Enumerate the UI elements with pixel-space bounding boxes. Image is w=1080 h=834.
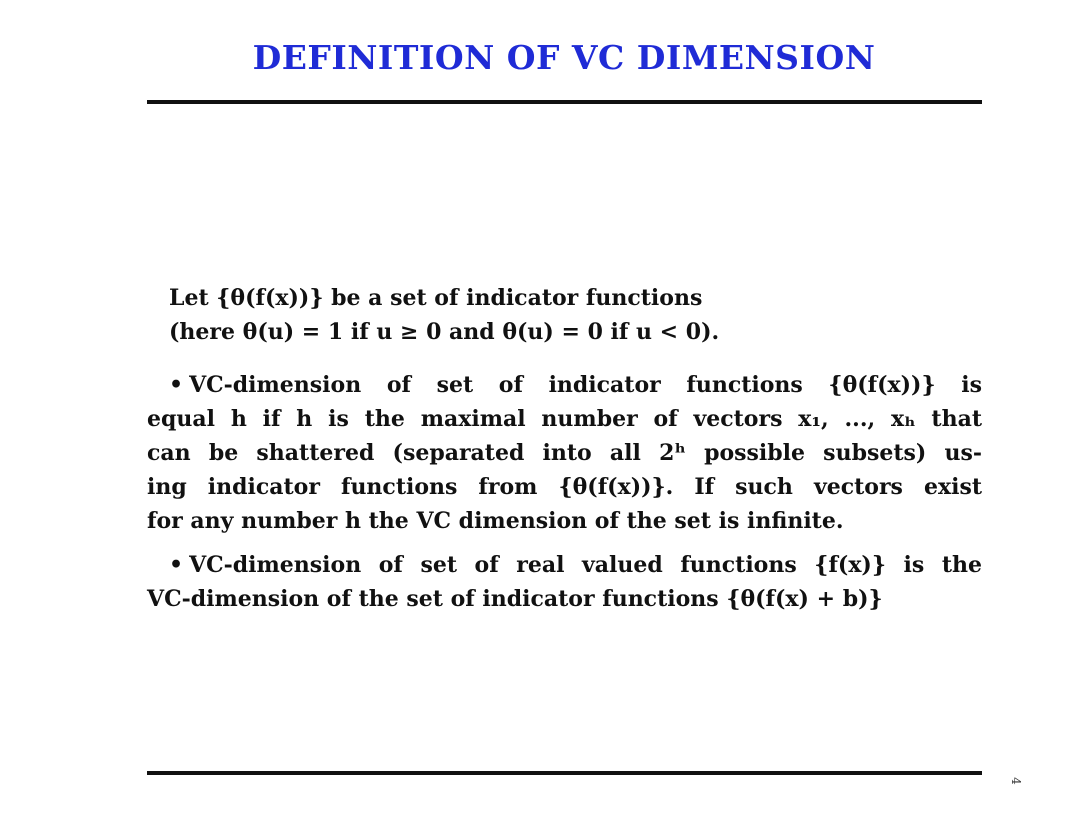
- bullet-marker: •: [169, 552, 184, 578]
- bullet-1-line-1: [147, 368, 982, 402]
- bottom-rule: [147, 771, 982, 775]
- bullet-vc-real-valued: [147, 548, 982, 616]
- bullet-1-line-4: ing indicator functions from {θ(f(x))}. If such vectors exist: [147, 474, 982, 500]
- bullet-2-line-1-text: VC-dimension of set of real valued functions {f(x)} is the: [189, 552, 982, 578]
- bullet-2-line-1: [147, 548, 982, 582]
- intro-text: [147, 281, 1004, 349]
- bullet-2-line-2: VC-dimension of the set of indicator functions {θ(f(x) + b)}: [147, 586, 883, 612]
- page-number: 4: [1008, 777, 1023, 785]
- bullet-1-line-3: can be shattered (separated into all 2ʰ possible subsets) us-: [147, 440, 982, 466]
- bullet-1-line-2: equal h if h is the maximal number of vectors x₁, ..., xₕ that: [147, 406, 982, 432]
- intro-line-2: (here θ(u) = 1 if u ≥ 0 and θ(u) = 0 if u < 0).: [169, 319, 720, 345]
- slide-title: DEFINITION OF VC DIMENSION: [252, 38, 876, 77]
- bullet-1-line-5: for any number h the VC dimension of the set is infinite.: [147, 508, 844, 534]
- bullet-vc-indicator: [147, 368, 982, 538]
- top-rule: [147, 100, 982, 104]
- bullet-marker: •: [169, 372, 184, 398]
- intro-line-1: Let {θ(f(x))} be a set of indicator functions: [169, 285, 703, 311]
- bullet-1-line-1-text: VC-dimension of set of indicator functions {θ(f(x))} is: [189, 372, 982, 398]
